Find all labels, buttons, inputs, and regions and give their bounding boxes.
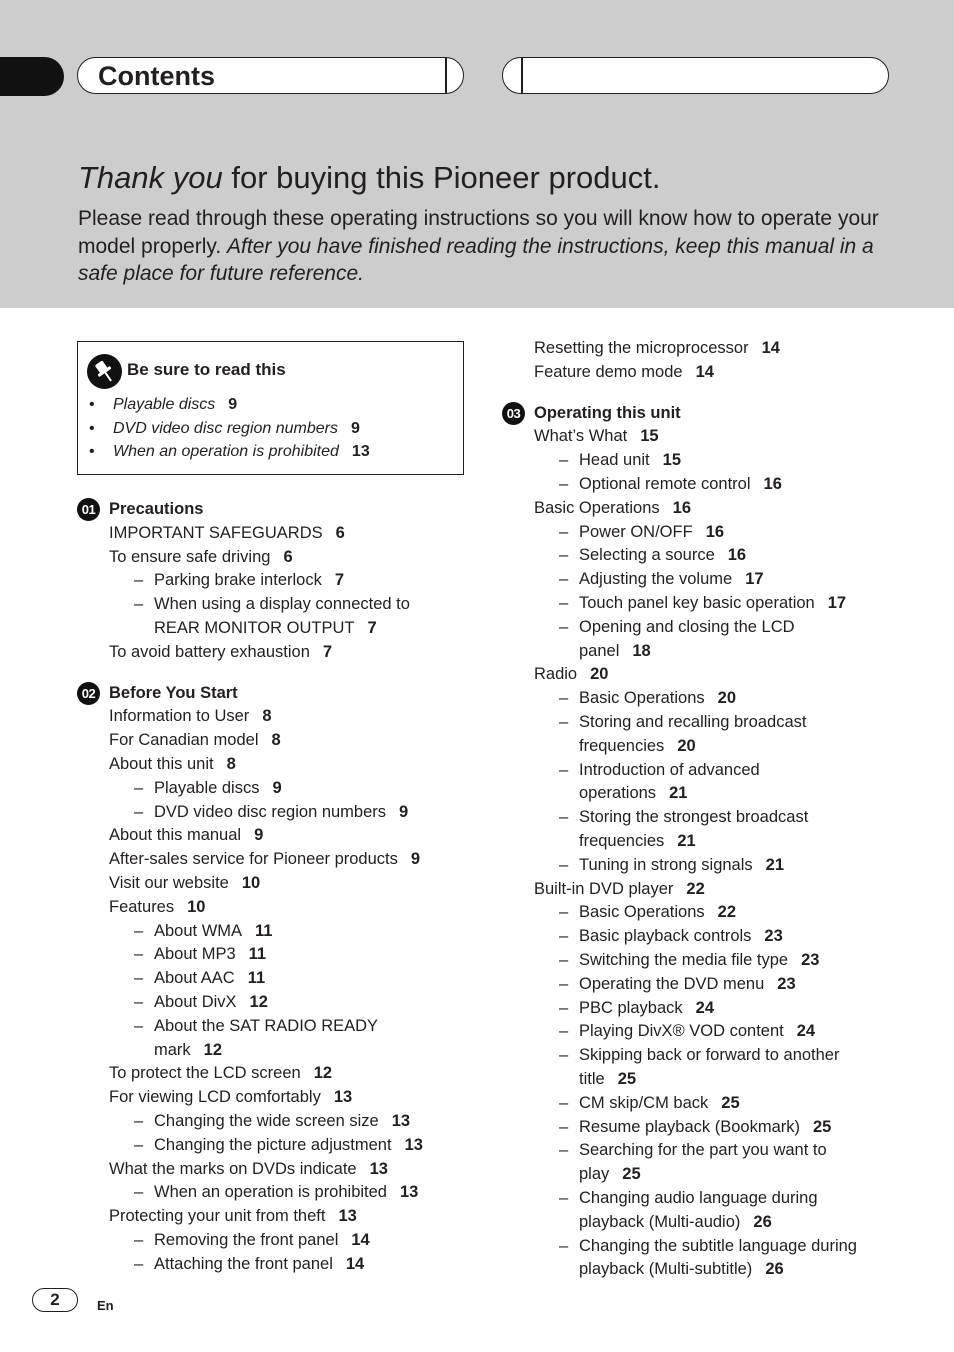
- dash-marker: –: [559, 1117, 569, 1136]
- toc-label: Resume playback (Bookmark): [579, 1117, 800, 1136]
- toc-entry[interactable]: [134, 967, 266, 989]
- toc-entry[interactable]: [559, 616, 795, 638]
- toc-entry[interactable]: [109, 896, 205, 918]
- dash-marker: –: [559, 903, 569, 922]
- toc-label: About AAC: [154, 969, 235, 988]
- toc-page-number: 13: [369, 1159, 388, 1178]
- toc-page-number: 8: [271, 731, 281, 750]
- toc-entry[interactable]: [579, 830, 696, 852]
- toc-page-number: 25: [622, 1165, 641, 1184]
- toc-label: Basic Operations: [579, 903, 705, 922]
- toc-page-number: 9: [254, 826, 264, 845]
- toc-label: About DivX: [154, 993, 237, 1011]
- notice-item-label: Playable discs: [113, 396, 216, 413]
- toc-label: Basic Operations: [579, 689, 705, 708]
- dash-marker: –: [559, 475, 569, 493]
- dash-marker: –: [134, 778, 144, 797]
- toc-entry[interactable]: [134, 991, 268, 1013]
- toc-label: Resetting the microprocessor: [534, 339, 749, 357]
- toc-page-number: 16: [727, 546, 747, 565]
- toc-entry[interactable]: [109, 1062, 332, 1084]
- notice-item-page: 9: [351, 419, 360, 437]
- toc-entry[interactable]: [559, 473, 782, 495]
- toc-label: Changing the subtitle language during: [579, 1236, 857, 1255]
- intro-italic: After you have finished reading the instructions, keep this manual in a safe place for future reference.: [78, 234, 874, 285]
- dash-marker: –: [559, 1093, 569, 1112]
- toc-label: Skipping back or forward to another: [579, 1046, 840, 1065]
- toc-label: After-sales service for Pioneer products: [109, 850, 398, 869]
- toc-page-number: 26: [765, 1260, 784, 1279]
- toc-page-number: 7: [367, 619, 377, 637]
- bullet-icon: •: [89, 443, 95, 461]
- toc-page-number: 13: [391, 1112, 411, 1130]
- toc-entry[interactable]: [134, 593, 410, 615]
- toc-entry[interactable]: [109, 729, 281, 751]
- toc-label: Basic Operations: [534, 498, 660, 517]
- toc-entry[interactable]: [134, 777, 282, 799]
- notice-list: [89, 393, 370, 464]
- dash-marker: –: [134, 1231, 144, 1249]
- toc-entry[interactable]: [534, 361, 714, 383]
- toc-page-number: 21: [765, 855, 785, 874]
- toc-page-number: 21: [677, 832, 696, 850]
- toc-page-number: 11: [255, 921, 273, 940]
- toc-label: Opening and closing the LCD: [579, 617, 795, 636]
- toc-page-number: 14: [345, 1254, 365, 1273]
- toc-entry[interactable]: [534, 497, 691, 519]
- toc-entry[interactable]: [559, 568, 764, 590]
- toc-label: Touch panel key basic operation: [579, 594, 815, 612]
- dash-marker: –: [559, 570, 569, 589]
- toc-label: Protecting your unit from theft: [109, 1207, 326, 1226]
- dash-marker: –: [559, 451, 569, 470]
- dash-marker: –: [134, 802, 144, 821]
- toc-page-number: 14: [351, 1231, 370, 1249]
- toc-page-number: 17: [745, 570, 764, 589]
- dash-marker: –: [559, 951, 569, 969]
- notice-item-label: When an operation is prohibited: [113, 443, 339, 461]
- dash-marker: –: [134, 969, 144, 988]
- toc-label: Information to User: [109, 707, 250, 726]
- toc-label: Built-in DVD player: [534, 879, 674, 898]
- toc-entry[interactable]: [559, 925, 783, 947]
- toc-label: Adjusting the volume: [579, 570, 733, 589]
- toc-entry[interactable]: [559, 997, 714, 1019]
- notice-item[interactable]: [89, 440, 370, 464]
- toc-label: Parking brake interlock: [154, 571, 322, 590]
- dash-marker: –: [559, 927, 569, 946]
- dash-marker: –: [559, 1046, 569, 1065]
- toc-entry[interactable]: [559, 973, 796, 995]
- toc-entry[interactable]: [559, 711, 807, 733]
- toc-label: Removing the front panel: [154, 1231, 339, 1249]
- thank-you-heading: [78, 158, 660, 198]
- dash-marker: –: [559, 1141, 569, 1160]
- toc-label: What’s What: [534, 427, 628, 446]
- toc-label: To protect the LCD screen: [109, 1064, 301, 1083]
- toc-page-number: 10: [187, 897, 206, 916]
- chapter-badge: 02: [77, 682, 100, 705]
- notice-item-page: 9: [228, 396, 238, 413]
- toc-entry[interactable]: [134, 569, 345, 591]
- toc-entry[interactable]: [559, 1044, 840, 1066]
- section-tab-marker: [0, 57, 64, 96]
- toc-label: PBC playback: [579, 998, 683, 1017]
- toc-entry[interactable]: [134, 1229, 370, 1251]
- toc-entry[interactable]: [559, 759, 760, 781]
- dash-marker: –: [559, 546, 569, 565]
- dash-marker: –: [134, 595, 144, 614]
- toc-entry[interactable]: [534, 337, 780, 359]
- toc-entry[interactable]: [154, 1039, 222, 1061]
- dash-marker: –: [559, 689, 569, 708]
- dash-marker: –: [559, 808, 569, 827]
- toc-entry[interactable]: [109, 1158, 388, 1180]
- toc-page-number: 15: [662, 451, 681, 470]
- toc-label: panel: [579, 641, 620, 660]
- toc-entry[interactable]: [109, 1086, 352, 1108]
- toc-page-number: 20: [590, 665, 609, 684]
- toc-label: For viewing LCD comfortably: [109, 1088, 321, 1107]
- toc-entry[interactable]: [559, 1187, 818, 1209]
- toc-label: Changing audio language during: [579, 1189, 818, 1207]
- notice-item-page: 13: [351, 443, 370, 461]
- dash-marker: –: [559, 1236, 569, 1255]
- chapter-heading[interactable]: [109, 682, 238, 704]
- dash-marker: –: [134, 1183, 144, 1202]
- toc-page-number: 13: [333, 1088, 353, 1107]
- toc-entry[interactable]: [579, 782, 687, 804]
- toc-entry[interactable]: [559, 854, 785, 876]
- toc-entry[interactable]: [559, 592, 847, 614]
- toc-label: Switching the media file type: [579, 951, 789, 969]
- toc-page-number: 10: [241, 874, 261, 892]
- toc-page-number: 9: [410, 850, 421, 869]
- toc-label: To avoid battery exhaustion: [109, 642, 310, 661]
- toc-label: About MP3: [154, 945, 236, 964]
- dash-marker: –: [559, 617, 569, 636]
- dash-marker: –: [559, 998, 569, 1017]
- toc-page-number: 9: [399, 802, 409, 821]
- intro-paragraph: [78, 205, 898, 288]
- toc-page-number: 9: [272, 778, 282, 797]
- toc-label: CM skip/CM back: [579, 1093, 709, 1112]
- toc-label: When an operation is prohibited: [154, 1183, 387, 1202]
- toc-label: Changing the picture adjustment: [154, 1135, 392, 1154]
- toc-label: Head unit: [579, 451, 650, 470]
- toc-label: To ensure safe driving: [109, 547, 271, 566]
- toc-page-number: 20: [717, 689, 737, 708]
- toc-label: Radio: [534, 665, 578, 684]
- toc-label: playback (Multi-subtitle): [579, 1260, 753, 1279]
- toc-page-number: 24: [796, 1022, 816, 1041]
- toc-label: Selecting a source: [579, 546, 715, 565]
- dash-marker: –: [134, 993, 144, 1011]
- toc-entry[interactable]: [559, 449, 681, 471]
- toc-page-number: 6: [335, 523, 345, 542]
- toc-page-number: 6: [283, 547, 293, 566]
- notice-title: Be sure to read this: [127, 360, 286, 379]
- toc-label: Features: [109, 897, 175, 916]
- toc-page-number: 13: [404, 1135, 423, 1154]
- toc-page-number: 20: [677, 736, 696, 755]
- toc-label: Attaching the front panel: [154, 1254, 333, 1273]
- dash-marker: –: [559, 855, 569, 874]
- toc-page-number: 13: [399, 1183, 419, 1202]
- toc-entry[interactable]: [109, 872, 260, 894]
- dash-marker: –: [559, 1189, 569, 1207]
- toc-page-number: 8: [262, 707, 272, 726]
- toc-label: frequencies: [579, 736, 665, 755]
- toc-entry[interactable]: [559, 806, 809, 828]
- toc-label: DVD video disc region numbers: [154, 802, 387, 821]
- toc-label: Changing the wide screen size: [154, 1112, 379, 1130]
- toc-label: Storing and recalling broadcast: [579, 713, 807, 731]
- dash-marker: –: [559, 1022, 569, 1041]
- toc-page-number: 26: [753, 1212, 772, 1231]
- toc-page-number: 12: [203, 1040, 223, 1059]
- toc-entry[interactable]: [109, 641, 332, 663]
- toc-page-number: 23: [777, 974, 796, 993]
- toc-entry[interactable]: [109, 546, 293, 568]
- toc-page-number: 11: [247, 969, 266, 988]
- dash-marker: –: [134, 1112, 144, 1130]
- toc-page-number: 25: [617, 1070, 637, 1088]
- toc-entry[interactable]: [559, 687, 737, 709]
- toc-entry[interactable]: [154, 617, 377, 639]
- dash-marker: –: [134, 1016, 144, 1035]
- toc-entry[interactable]: [134, 1253, 365, 1275]
- toc-label: Before You Start: [109, 683, 238, 702]
- notice-item[interactable]: [89, 393, 370, 417]
- toc-entry[interactable]: [559, 949, 820, 971]
- toc-entry[interactable]: [559, 1235, 857, 1257]
- toc-label: REAR MONITOR OUTPUT: [154, 619, 355, 637]
- toc-entry[interactable]: [559, 901, 737, 923]
- toc-label: Optional remote control: [579, 475, 751, 493]
- pushpin-icon: [87, 354, 122, 389]
- toc-entry[interactable]: [579, 1258, 784, 1280]
- chapter-heading[interactable]: [534, 402, 681, 424]
- toc-entry[interactable]: [109, 824, 263, 846]
- toc-label: Tuning in strong signals: [579, 855, 753, 874]
- toc-entry[interactable]: [134, 1015, 379, 1037]
- toc-label: IMPORTANT SAFEGUARDS: [109, 523, 323, 542]
- toc-entry[interactable]: [109, 848, 420, 870]
- toc-entry[interactable]: [559, 1092, 740, 1114]
- toc-label: Introduction of advanced: [579, 760, 760, 779]
- contents-title: Contents: [98, 61, 215, 91]
- toc-label: Storing the strongest broadcast: [579, 808, 809, 827]
- toc-page-number: 16: [705, 522, 725, 541]
- toc-entry[interactable]: [534, 663, 608, 685]
- toc-label: Feature demo mode: [534, 362, 683, 381]
- toc-entry[interactable]: [559, 1139, 827, 1161]
- toc-page-number: 21: [669, 784, 688, 803]
- toc-page-number: 11: [248, 945, 267, 964]
- frame-divider: [445, 58, 447, 93]
- dash-marker: –: [134, 921, 144, 940]
- toc-page-number: 23: [801, 951, 820, 969]
- dash-marker: –: [134, 1135, 144, 1154]
- toc-label: Playing DivX® VOD content: [579, 1022, 784, 1041]
- toc-page-number: 23: [764, 927, 783, 946]
- dash-marker: –: [134, 945, 144, 964]
- toc-entry[interactable]: [109, 1205, 357, 1227]
- toc-label: About this unit: [109, 755, 214, 773]
- toc-label: title: [579, 1070, 605, 1088]
- toc-entry[interactable]: [579, 735, 696, 757]
- toc-entry[interactable]: [559, 1020, 816, 1042]
- chapter-heading[interactable]: [109, 498, 203, 520]
- toc-label: Searching for the part you want to: [579, 1141, 827, 1160]
- toc-label: Power ON/OFF: [579, 522, 693, 541]
- toc-label: About the SAT RADIO READY: [154, 1016, 379, 1035]
- toc-page-number: 25: [813, 1117, 832, 1136]
- toc-entry[interactable]: [134, 920, 273, 942]
- notice-item-label: DVD video disc region numbers: [113, 419, 338, 437]
- toc-page-number: 16: [672, 498, 692, 517]
- bullet-icon: •: [89, 396, 95, 413]
- toc-entry[interactable]: [134, 943, 267, 965]
- frame-divider: [521, 58, 523, 93]
- toc-entry[interactable]: [134, 801, 409, 823]
- toc-page-number: 7: [322, 642, 333, 661]
- toc-page-number: 12: [313, 1064, 333, 1083]
- toc-page-number: 17: [827, 594, 847, 612]
- toc-label: Operating this unit: [534, 403, 681, 422]
- toc-entry[interactable]: [134, 1134, 423, 1156]
- toc-entry[interactable]: [579, 640, 651, 662]
- toc-entry[interactable]: [559, 544, 747, 566]
- toc-page-number: 15: [640, 427, 659, 446]
- toc-page-number: 18: [632, 641, 651, 660]
- intro-normal: Please read through these operating instructions so you will know how to operate your model properly.: [78, 207, 879, 258]
- language-code: En: [97, 1298, 114, 1313]
- toc-page-number: 13: [338, 1207, 357, 1226]
- dash-marker: –: [134, 1254, 144, 1273]
- toc-entry[interactable]: [534, 425, 659, 447]
- toc-entry[interactable]: [534, 878, 705, 900]
- page-number: 2: [32, 1288, 78, 1312]
- toc-label: Operating the DVD menu: [579, 974, 765, 993]
- toc-label: Playable discs: [154, 778, 260, 797]
- toc-entry[interactable]: [134, 1181, 419, 1203]
- dash-marker: –: [559, 974, 569, 993]
- toc-page-number: 25: [721, 1093, 740, 1112]
- toc-label: Visit our website: [109, 874, 229, 892]
- toc-entry[interactable]: [109, 522, 345, 544]
- notice-item[interactable]: [89, 417, 370, 441]
- toc-page-number: 8: [226, 755, 236, 773]
- dash-marker: –: [559, 594, 569, 612]
- dash-marker: –: [559, 522, 569, 541]
- toc-label: About WMA: [154, 921, 243, 940]
- toc-label: When using a display connected to: [154, 595, 410, 614]
- toc-label: operations: [579, 784, 657, 803]
- toc-label: For Canadian model: [109, 731, 259, 750]
- toc-label: mark: [154, 1040, 191, 1059]
- toc-entry[interactable]: [579, 1163, 641, 1185]
- toc-page-number: 14: [761, 339, 780, 357]
- chapter-badge: 03: [502, 402, 525, 425]
- toc-label: playback (Multi-audio): [579, 1212, 741, 1231]
- toc-entry[interactable]: [134, 1110, 411, 1132]
- toc-label: What the marks on DVDs indicate: [109, 1159, 357, 1178]
- thank-you-rest: for buying this Pioneer product.: [222, 160, 661, 195]
- empty-title-frame: [502, 57, 889, 94]
- toc-page-number: 16: [763, 475, 782, 493]
- toc-label: Precautions: [109, 500, 204, 518]
- toc-page-number: 12: [249, 993, 268, 1011]
- bullet-icon: •: [89, 419, 95, 437]
- toc-page-number: 22: [717, 903, 737, 922]
- toc-entry[interactable]: [559, 521, 725, 543]
- chapter-badge: 01: [77, 498, 100, 521]
- dash-marker: –: [559, 713, 569, 731]
- toc-label: play: [579, 1165, 610, 1184]
- toc-label: frequencies: [579, 832, 665, 850]
- toc-label: Basic playback controls: [579, 927, 752, 946]
- toc-entry[interactable]: [559, 1116, 832, 1138]
- toc-entry[interactable]: [109, 705, 272, 727]
- thank-you-italic: Thank you: [78, 160, 223, 195]
- dash-marker: –: [134, 571, 144, 590]
- toc-page-number: 7: [334, 571, 345, 590]
- toc-page-number: 22: [686, 879, 705, 898]
- toc-entry[interactable]: [579, 1211, 772, 1233]
- toc-page-number: 14: [695, 362, 714, 381]
- toc-entry[interactable]: [579, 1068, 636, 1090]
- toc-page-number: 24: [695, 998, 714, 1017]
- dash-marker: –: [559, 760, 569, 779]
- toc-label: About this manual: [109, 826, 242, 845]
- toc-entry[interactable]: [109, 753, 236, 775]
